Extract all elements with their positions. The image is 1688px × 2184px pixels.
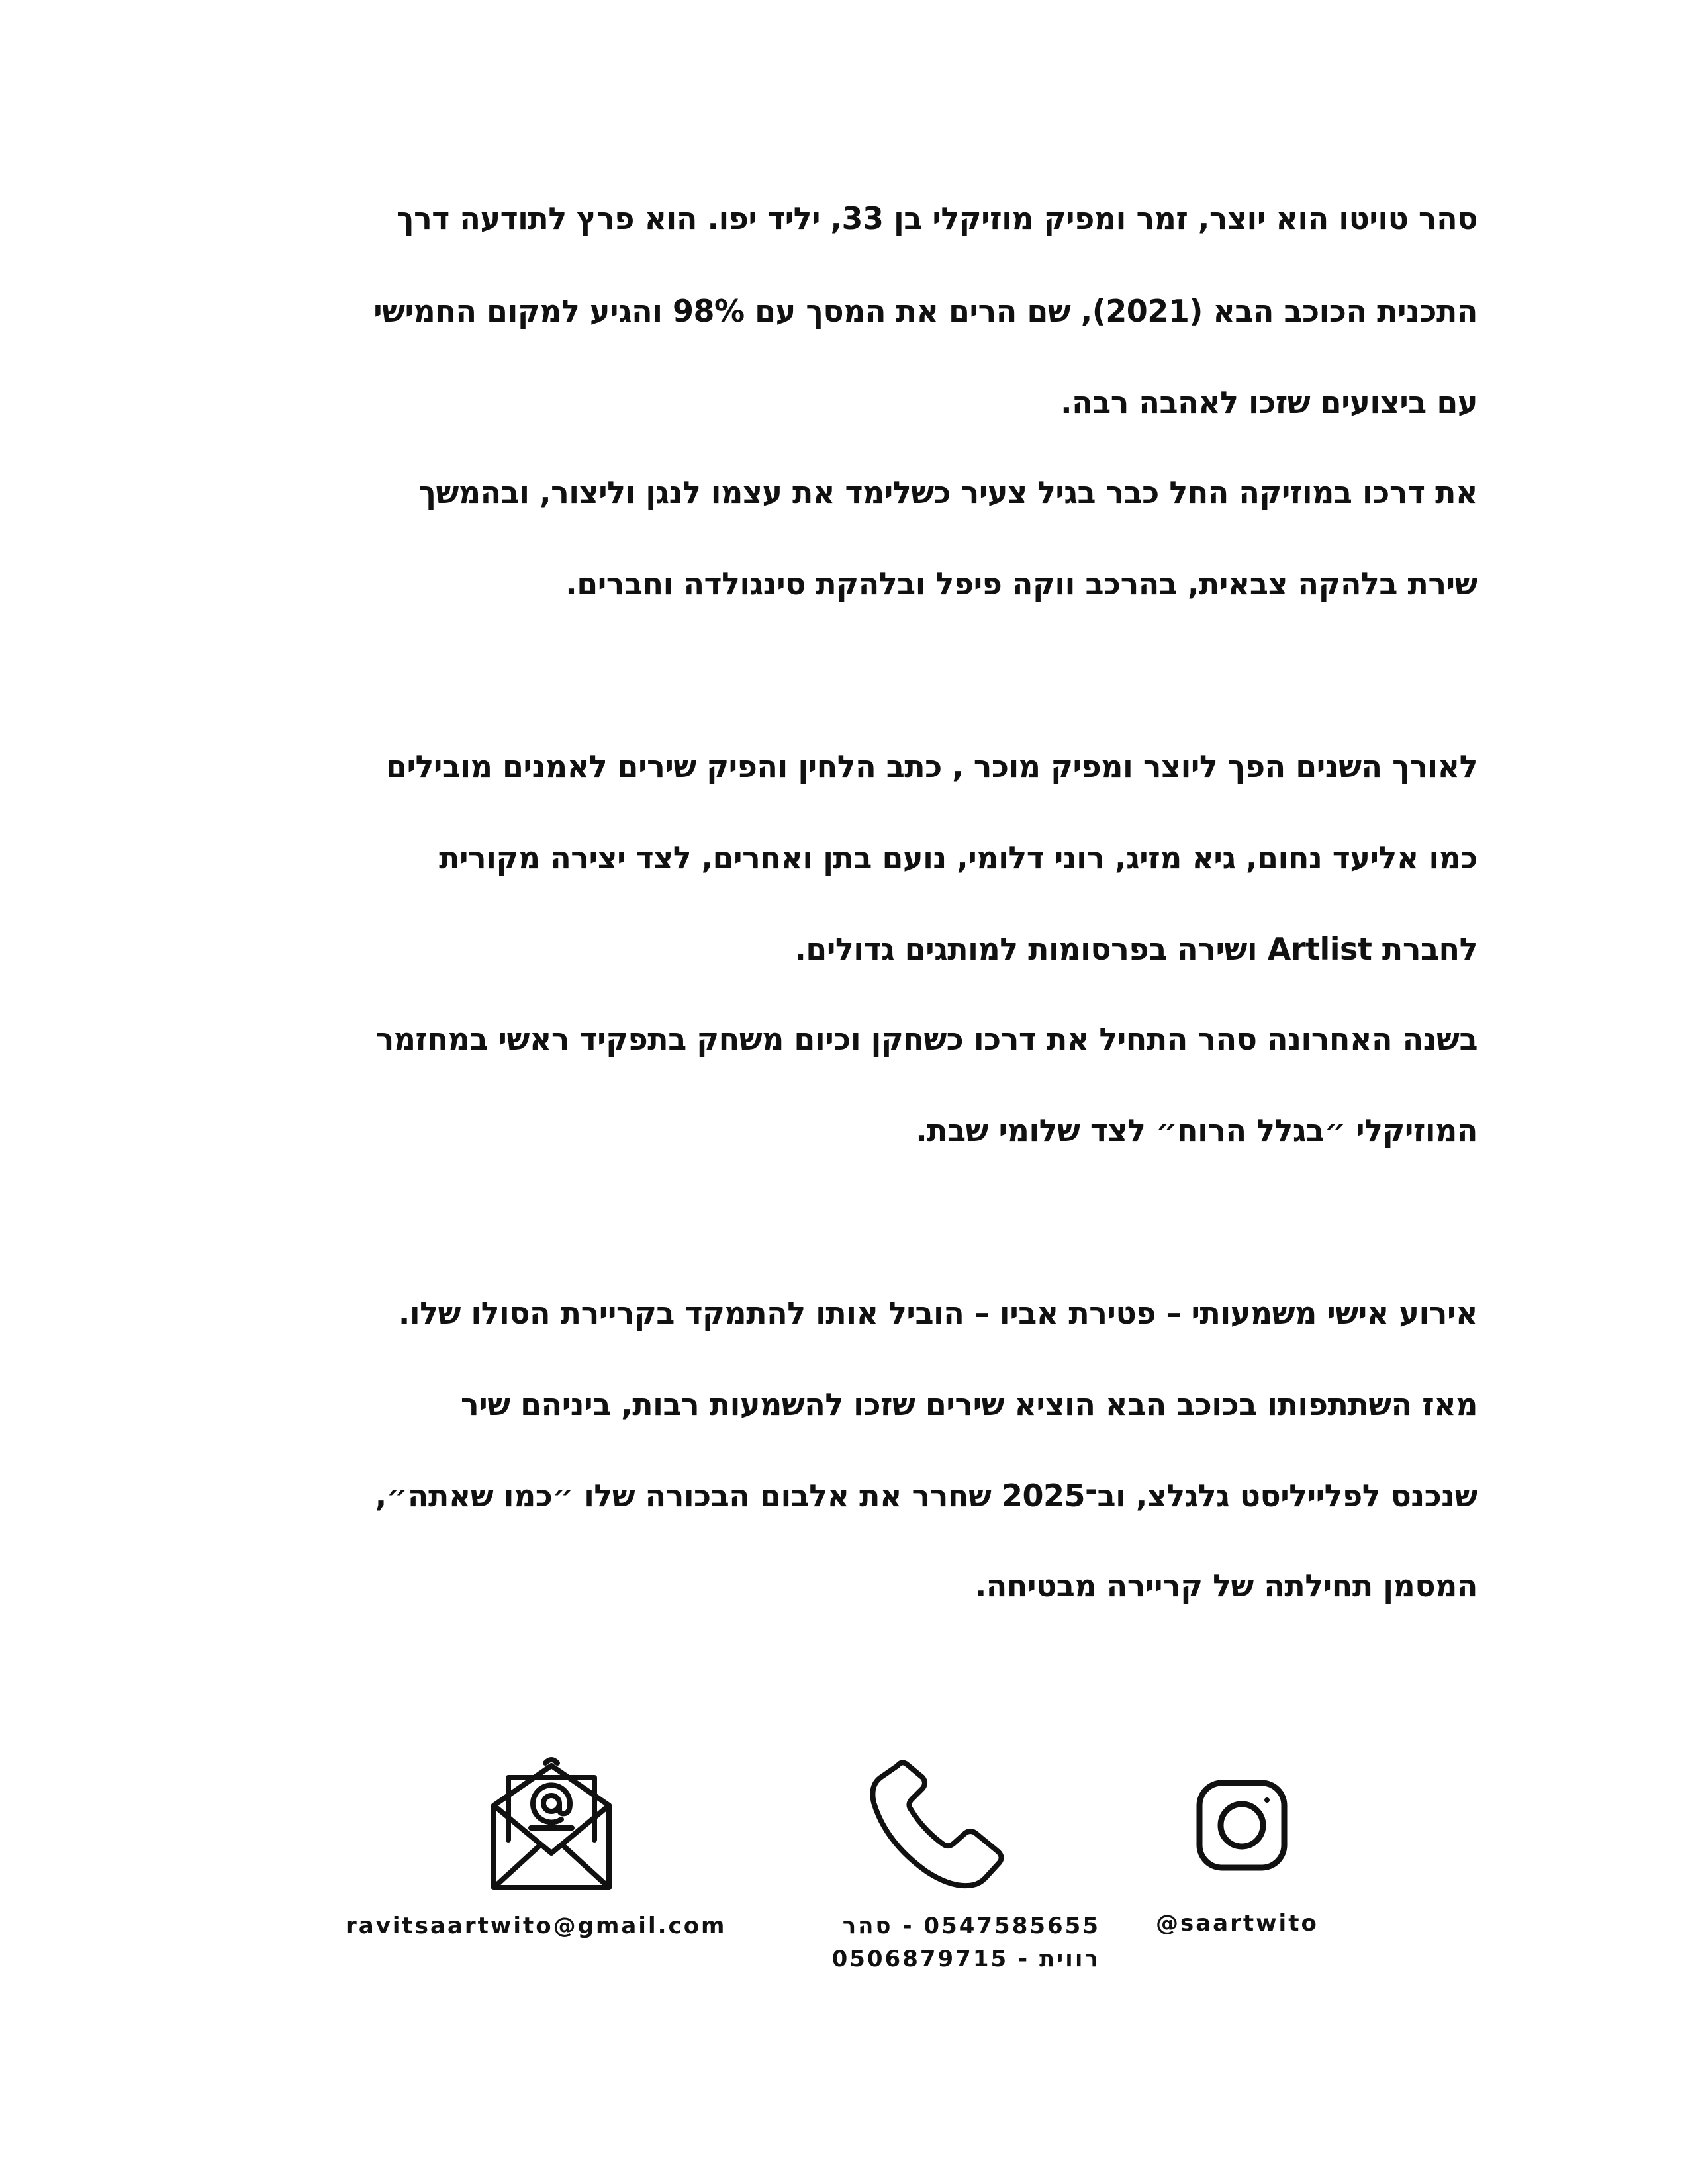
bio-line: המוזיקלי ״בגלל הרוח״ לצד שלומי שבת. — [915, 1113, 1477, 1148]
bio-line: שירת בלהקה צבאית, בהרכב ווקה פיפל ובלהקת סינגולדה וחברים. — [565, 566, 1477, 602]
email-address[interactable]: ravitsaartwito@gmail.com — [346, 1913, 727, 1939]
phone-number-ravit[interactable]: רווית - 0506879715 — [831, 1946, 1100, 1972]
envelope-at-icon[interactable] — [489, 1754, 614, 1893]
phone-number-saar[interactable]: 0547585655 - סהר — [842, 1913, 1100, 1939]
bio-line: לחברת Artlist ושירה בפרסומות למותגים גדולים. — [794, 931, 1477, 967]
bio-line: עם ביצועים שזכו לאהבה רבה. — [1060, 385, 1477, 420]
phone-icon[interactable] — [868, 1759, 1008, 1891]
bio-line: לאורך השנים הפך ליוצר ומפיק מוכר , כתב הלחין והפיק שירים לאמנים מובילים — [385, 749, 1477, 784]
bio-line: כמו אליעד נחום, גיא מזיג, רוני דלומי, נועם בתן ואחרים, לצד יצירה מקורית — [439, 840, 1477, 876]
bio-line: בשנה האחרונה סהר התחיל את דרכו כשחקן וכיום משחק בתפקיד ראשי במחזמר — [375, 1021, 1477, 1057]
bio-line: סהר טויטו הוא יוצר, זמר ומפיק מוזיקלי בן 33, יליד יפו. הוא פרץ לתודעה דרך — [397, 201, 1477, 236]
bio-line: אירוע אישי משמעותי – פטירת אביו – הוביל אותו להתמקד בקריירת הסולו שלו. — [398, 1295, 1477, 1331]
bio-line: מאז השתתפותו בכוכב הבא הוציא שירים שזכו להשמעות רבות, ביניהם שיר — [461, 1387, 1477, 1422]
bio-line: המסמן תחילתה של קריירה מבטיחה. — [974, 1568, 1477, 1604]
bio-line: שנכנס לפלייליסט גלגלצ, וב־2025 שחרר את אלבום הבכורה שלו ״כמו שאתה״, — [375, 1478, 1477, 1514]
bio-line: התכנית הכוכב הבא (2021), שם הרים את המסך עם 98% והגיע למקום החמישי — [373, 293, 1477, 329]
instagram-icon[interactable] — [1196, 1779, 1288, 1872]
instagram-handle[interactable]: @saartwito — [1156, 1910, 1319, 1936]
bio-line: את דרכו במוזיקה החל כבר בגיל צעיר כשלימד את עצמו לנגן וליצור, ובהמשך — [418, 475, 1477, 510]
